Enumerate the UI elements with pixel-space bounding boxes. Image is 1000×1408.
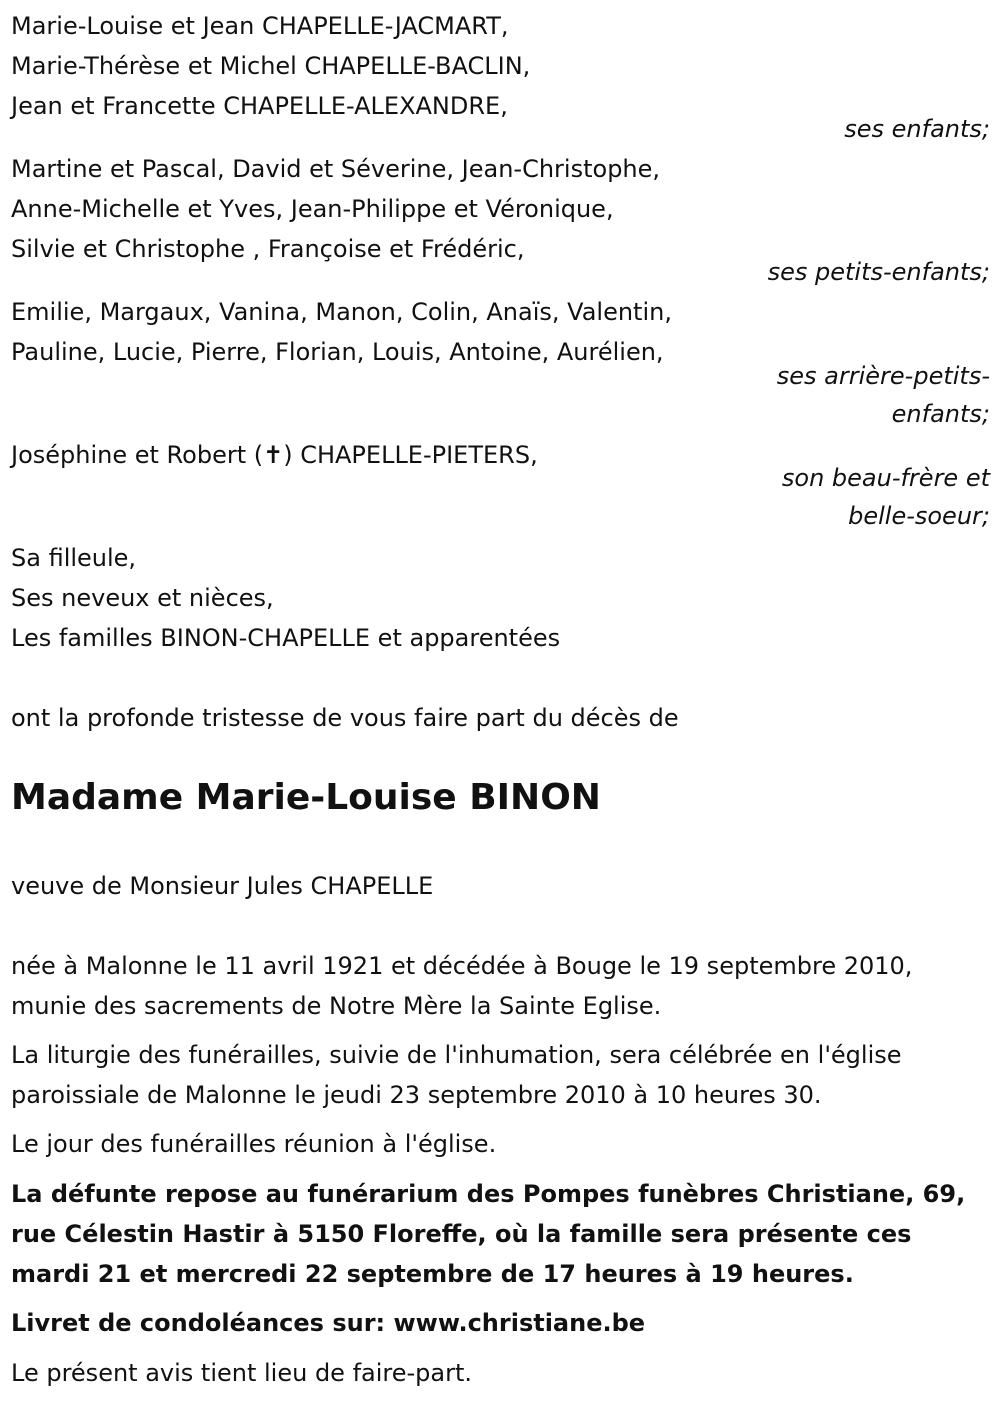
children-line: Marie-Louise et Jean CHAPELLE-JACMART, [11, 12, 509, 40]
grandchildren-line: Anne-Michelle et Yves, Jean-Philippe et Véronique, [11, 195, 614, 223]
grandchildren-line: Silvie et Christophe , Françoise et Frédéric, [11, 235, 525, 263]
condolences [11, 1303, 991, 1343]
in-laws-role-line: belle-soeur; [848, 502, 990, 530]
children-line: Jean et Francette CHAPELLE-ALEXANDRE, [11, 92, 508, 120]
grandchildren-line: Martine et Pascal, David et Séverine, Jean-Christophe, [11, 155, 661, 183]
in-laws-role [740, 459, 990, 535]
meeting-details [11, 1124, 991, 1164]
others-line: Sa filleule, [11, 544, 137, 572]
others-line: Ses neveux et nièces, [11, 584, 274, 612]
children-role: ses enfants; [844, 115, 990, 143]
children-section [11, 6, 991, 126]
great-grandchildren-line: Emilie, Margaux, Vanina, Manon, Colin, Anaïs, Valentin, [11, 298, 672, 326]
children-line: Marie-Thérèse et Michel CHAPELLE-BACLIN, [11, 52, 531, 80]
birth-death-details [11, 946, 991, 1026]
repose-line: La défunte repose au funérarium des Pompes funèbres Christiane, 69, [11, 1180, 966, 1208]
in-laws-line: Joséphine et Robert (✝) CHAPELLE-PIETERS, [11, 441, 538, 469]
repose-line: mardi 21 et mercredi 22 septembre de 17 heures à 19 heures. [11, 1260, 854, 1288]
repose-details [11, 1174, 991, 1294]
repose-line: rue Célestin Hastir à 5150 Floreffe, où la famille sera présente ces [11, 1220, 912, 1248]
birth-death-line: munie des sacrements de Notre Mère la Sainte Eglise. [11, 992, 662, 1020]
liturgy-line: paroissiale de Malonne le jeudi 23 septembre 2010 à 10 heures 30. [11, 1081, 822, 1109]
others-section [11, 538, 991, 658]
great-grandchildren-line: Pauline, Lucie, Pierre, Florian, Louis, Antoine, Aurélien, [11, 338, 664, 366]
announcement-text: ont la profonde tristesse de vous faire part du décès de [11, 704, 679, 732]
great-grandchildren-role-line: enfants; [891, 400, 990, 428]
widow-of-text: veuve de Monsieur Jules CHAPELLE [11, 872, 434, 900]
meeting-line: Le jour des funérailles réunion à l'église. [11, 1130, 497, 1158]
announcement [11, 698, 991, 738]
birth-death-line: née à Malonne le 11 avril 1921 et décédée à Bouge le 19 septembre 2010, [11, 952, 913, 980]
liturgy-line: La liturgie des funérailles, suivie de l'inhumation, sera célébrée en l'église [11, 1041, 902, 1069]
notice-line: Le présent avis tient lieu de faire-part. [11, 1359, 473, 1387]
great-grandchildren-role [740, 357, 990, 433]
grandchildren-role: ses petits-enfants; [767, 258, 990, 286]
others-line: Les familles BINON-CHAPELLE et apparentées [11, 624, 561, 652]
widow-of [11, 866, 991, 906]
condolences-line: Livret de condoléances sur: www.christiane.be [11, 1309, 646, 1337]
liturgy-details [11, 1035, 991, 1115]
deceased-name: Madame Marie-Louise BINON [11, 777, 601, 818]
grandchildren-section [11, 149, 991, 269]
great-grandchildren-role-line: ses arrière-petits- [776, 362, 990, 390]
notice [11, 1353, 991, 1393]
in-laws-role-line: son beau-frère et [781, 464, 990, 492]
